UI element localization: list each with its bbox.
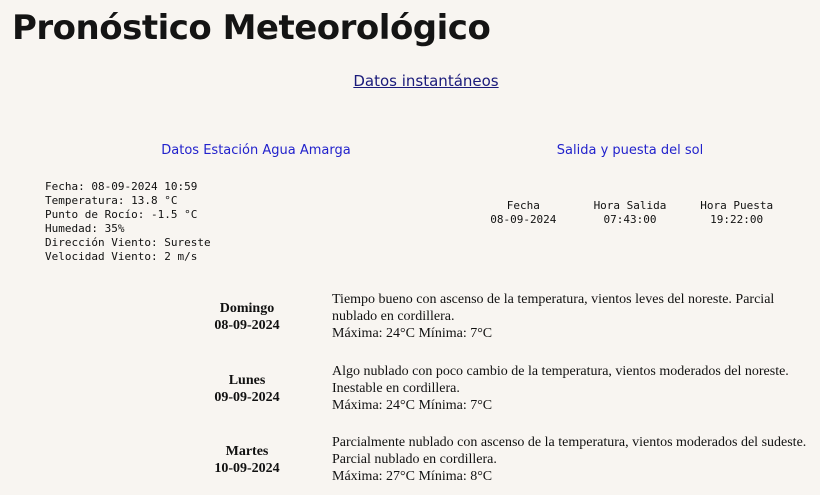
forecast-temps: Máxima: 24°C Mínima: 7°C <box>332 398 493 413</box>
sun-value-sunrise: 07:43:00 <box>603 213 657 226</box>
station-temperature: Temperatura: 13.8 °C <box>45 194 178 207</box>
sun-header-date: Fecha <box>506 199 540 212</box>
forecast-day-date: 09-09-2024 <box>214 389 280 405</box>
forecast-description: Algo nublado con poco cambio de la temperatura, vientos moderados del noreste. Inestable en cordillera. <box>332 364 789 396</box>
sun-value-sunset: 19:22:00 <box>710 213 764 226</box>
forecast-description: Tiempo bueno con ascenso de la temperatura, vientos leves del noreste. Parcial nublado en cordillera. <box>332 292 775 324</box>
sun-value-date: 08-09-2024 <box>490 213 557 226</box>
forecast-row <box>182 291 812 342</box>
station-date: Fecha: 08-09-2024 10:59 <box>45 180 198 193</box>
sun-section-title: Salida y puesta del sol <box>556 143 704 158</box>
station-data-list <box>45 180 211 264</box>
forecast-row <box>182 363 812 414</box>
station-wind-speed: Velocidad Viento: 2 m/s <box>45 250 198 263</box>
forecast-day-name: Domingo <box>219 300 275 316</box>
forecast-description-cell <box>332 434 812 485</box>
station-humidity: Humedad: 35% <box>45 222 125 235</box>
forecast-day-cell <box>182 443 312 477</box>
forecast-description: Parcialmente nublado con ascenso de la temperatura, vientos moderados del sudeste. Parcial nublado en cordillera. <box>332 435 807 467</box>
forecast-day-cell <box>182 372 312 406</box>
forecast-temps: Máxima: 24°C Mínima: 7°C <box>332 326 493 341</box>
page-title: Pronóstico Meteorológico <box>12 8 491 48</box>
station-dew-point: Punto de Rocío: -1.5 °C <box>45 208 198 221</box>
station-section-title: Datos Estación Agua Amarga <box>161 143 351 158</box>
station-wind-direction: Dirección Viento: Sureste <box>45 236 211 249</box>
sun-table <box>470 199 790 227</box>
forecast-day-date: 10-09-2024 <box>214 460 280 476</box>
forecast-day-name: Martes <box>225 443 269 459</box>
forecast-description-cell <box>332 291 812 342</box>
forecast-day-name: Lunes <box>228 372 266 388</box>
forecast-day-cell <box>182 300 312 334</box>
forecast-day-date: 08-09-2024 <box>214 317 280 333</box>
forecast-temps: Máxima: 27°C Mínima: 8°C <box>332 469 493 484</box>
forecast-row <box>182 434 812 485</box>
sun-header-sunrise: Hora Salida <box>593 199 667 212</box>
sun-header-sunset: Hora Puesta <box>700 199 774 212</box>
instant-data-link[interactable]: Datos instantáneos <box>353 72 499 90</box>
forecast-description-cell <box>332 363 812 414</box>
